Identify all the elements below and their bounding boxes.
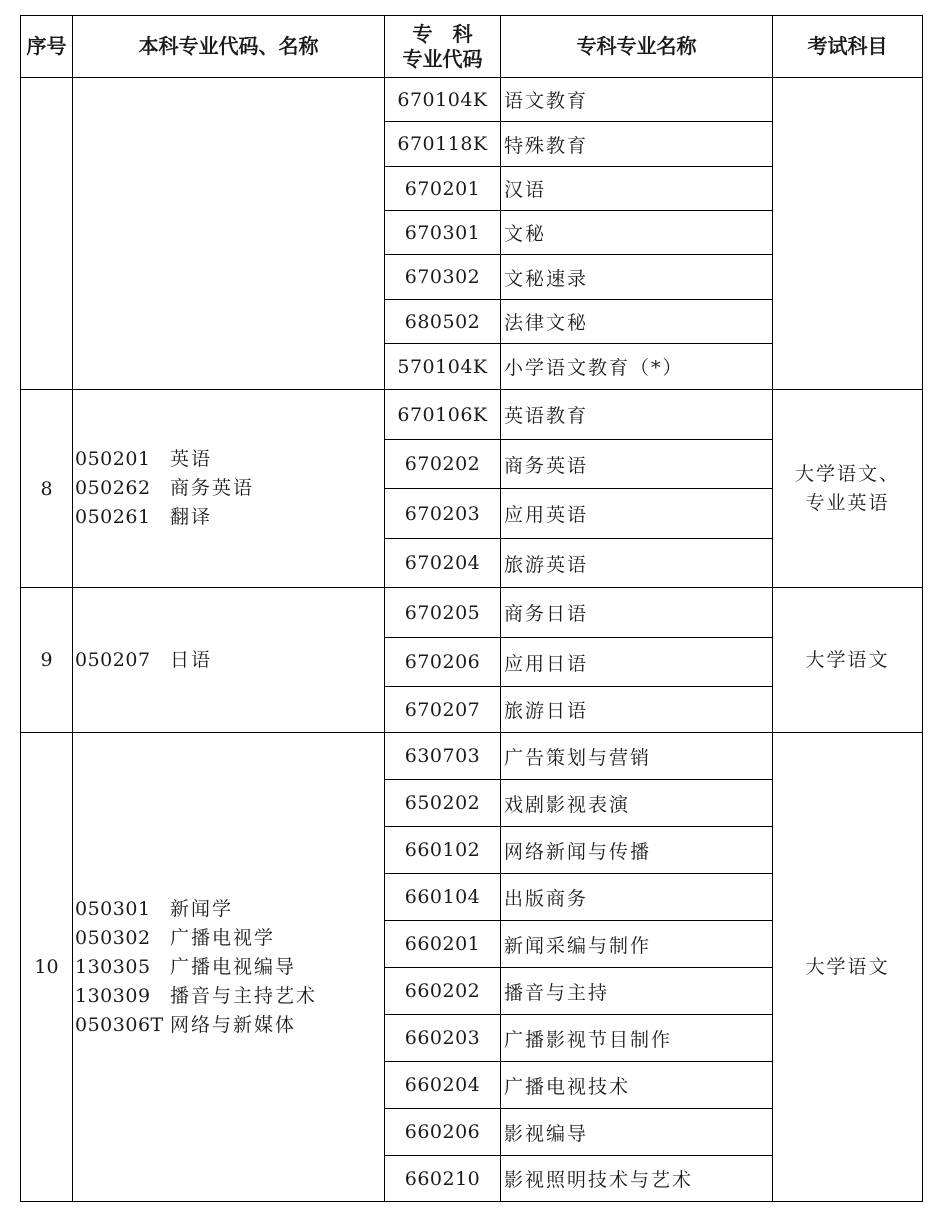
header-seq: 序号 — [21, 16, 73, 78]
junior-major-code: 670203 — [385, 489, 501, 539]
junior-major-name: 广播电视技术 — [501, 1062, 773, 1109]
header-junior-code-line2: 专业代码 — [402, 46, 483, 71]
junior-major-code: 680502 — [385, 300, 501, 344]
junior-major-name: 应用英语 — [501, 489, 773, 539]
junior-major-code: 630703 — [385, 733, 501, 780]
bachelor-major-name: 英语 — [170, 448, 213, 470]
bachelor-major-code: 050301 — [75, 897, 151, 920]
header-junior-name: 专科专业名称 — [501, 16, 773, 78]
junior-major-code: 660102 — [385, 827, 501, 874]
junior-major-name: 广播影视节目制作 — [501, 1015, 773, 1062]
bachelor-major-item — [75, 895, 384, 924]
header-bachelor-major: 本科专业代码、名称 — [73, 16, 385, 78]
table-header — [21, 16, 923, 78]
junior-major-code: 670301 — [385, 211, 501, 255]
exam-subjects-cell — [773, 588, 923, 733]
bachelor-major-item — [75, 503, 384, 532]
junior-major-name: 应用日语 — [501, 638, 773, 687]
junior-major-name: 法律文秘 — [501, 300, 773, 344]
junior-major-name: 特殊教育 — [501, 122, 773, 167]
exam-subject: 大学语文 — [805, 955, 890, 978]
junior-major-name: 新闻采编与制作 — [501, 921, 773, 968]
junior-major-code: 660206 — [385, 1109, 501, 1156]
seq-cell: 10 — [21, 733, 73, 1202]
junior-major-name: 网络新闻与传播 — [501, 827, 773, 874]
bachelor-major-item — [75, 445, 384, 474]
junior-major-code: 670118K — [385, 122, 501, 167]
header-exam-subjects: 考试科目 — [773, 16, 923, 78]
junior-major-name: 商务日语 — [501, 588, 773, 638]
junior-major-name: 商务英语 — [501, 440, 773, 489]
bachelor-major-code: 130305 — [75, 955, 151, 978]
table-row — [21, 733, 923, 780]
bachelor-major-code: 050262 — [75, 477, 151, 499]
bachelor-major-name: 商务英语 — [170, 477, 255, 499]
bachelor-major-name: 广播电视学 — [170, 926, 276, 949]
bachelor-major-code: 050306T — [75, 1013, 164, 1036]
header-junior-code-line1: 专 科 — [412, 21, 473, 46]
bachelor-major-cell — [73, 588, 385, 733]
bachelor-major-name: 广播电视编导 — [170, 955, 297, 978]
bachelor-major-item — [75, 474, 384, 503]
junior-major-code: 670202 — [385, 440, 501, 489]
junior-major-name: 英语教育 — [501, 390, 773, 440]
junior-major-name: 旅游英语 — [501, 539, 773, 588]
seq-cell: 9 — [21, 588, 73, 733]
junior-major-code: 650202 — [385, 780, 501, 827]
seq-cell — [21, 78, 73, 390]
bachelor-major-name: 新闻学 — [170, 897, 234, 920]
table-body — [21, 78, 923, 1202]
bachelor-major-code: 050207 — [75, 648, 151, 671]
bachelor-major-cell — [73, 733, 385, 1202]
junior-major-code: 660210 — [385, 1156, 501, 1202]
junior-major-name: 旅游日语 — [501, 687, 773, 733]
junior-major-code: 670201 — [385, 167, 501, 211]
bachelor-major-item — [75, 982, 384, 1011]
table-row — [21, 390, 923, 440]
exam-subject: 大学语文、 — [794, 462, 900, 485]
bachelor-major-item — [75, 924, 384, 953]
junior-major-name: 汉语 — [501, 167, 773, 211]
bachelor-major-item — [75, 1011, 384, 1040]
junior-major-code: 670106K — [385, 390, 501, 440]
header-junior-code — [385, 16, 501, 78]
junior-major-name: 出版商务 — [501, 874, 773, 921]
junior-major-code: 660202 — [385, 968, 501, 1015]
junior-major-code: 670204 — [385, 539, 501, 588]
junior-major-code: 660104 — [385, 874, 501, 921]
junior-major-code: 660203 — [385, 1015, 501, 1062]
bachelor-major-name: 网络与新媒体 — [170, 1013, 297, 1036]
bachelor-major-code: 050302 — [75, 926, 151, 949]
bachelor-major-code: 130309 — [75, 984, 151, 1007]
bachelor-major-cell — [73, 78, 385, 390]
exam-subjects-cell — [773, 733, 923, 1202]
bachelor-major-item — [75, 953, 384, 982]
junior-major-name: 小学语文教育（*） — [501, 344, 773, 390]
junior-major-code: 670205 — [385, 588, 501, 638]
bachelor-major-name: 翻译 — [170, 506, 213, 528]
exam-subject: 专业英语 — [805, 491, 890, 514]
junior-major-code: 670206 — [385, 638, 501, 687]
bachelor-major-cell — [73, 390, 385, 588]
junior-major-name: 播音与主持 — [501, 968, 773, 1015]
junior-major-code: 670207 — [385, 687, 501, 733]
junior-major-name: 广告策划与营销 — [501, 733, 773, 780]
junior-major-name: 文秘 — [501, 211, 773, 255]
bachelor-major-code: 050261 — [75, 506, 151, 528]
table-row — [21, 588, 923, 638]
bachelor-major-item — [75, 646, 384, 675]
junior-major-name: 语文教育 — [501, 78, 773, 122]
bachelor-major-name: 播音与主持艺术 — [170, 984, 318, 1007]
exam-subjects-cell — [773, 390, 923, 588]
junior-major-name: 影视照明技术与艺术 — [501, 1156, 773, 1202]
bachelor-major-code: 050201 — [75, 448, 151, 470]
table-row — [21, 78, 923, 122]
junior-major-name: 戏剧影视表演 — [501, 780, 773, 827]
junior-major-name: 文秘速录 — [501, 255, 773, 300]
junior-major-code: 660204 — [385, 1062, 501, 1109]
junior-major-code: 570104K — [385, 344, 501, 390]
junior-major-code: 670302 — [385, 255, 501, 300]
bachelor-major-name: 日语 — [170, 648, 213, 671]
major-mapping-table — [20, 15, 923, 1202]
exam-subject: 大学语文 — [805, 648, 890, 671]
seq-cell: 8 — [21, 390, 73, 588]
exam-subjects-cell — [773, 78, 923, 390]
junior-major-code: 660201 — [385, 921, 501, 968]
junior-major-code: 670104K — [385, 78, 501, 122]
junior-major-name: 影视编导 — [501, 1109, 773, 1156]
